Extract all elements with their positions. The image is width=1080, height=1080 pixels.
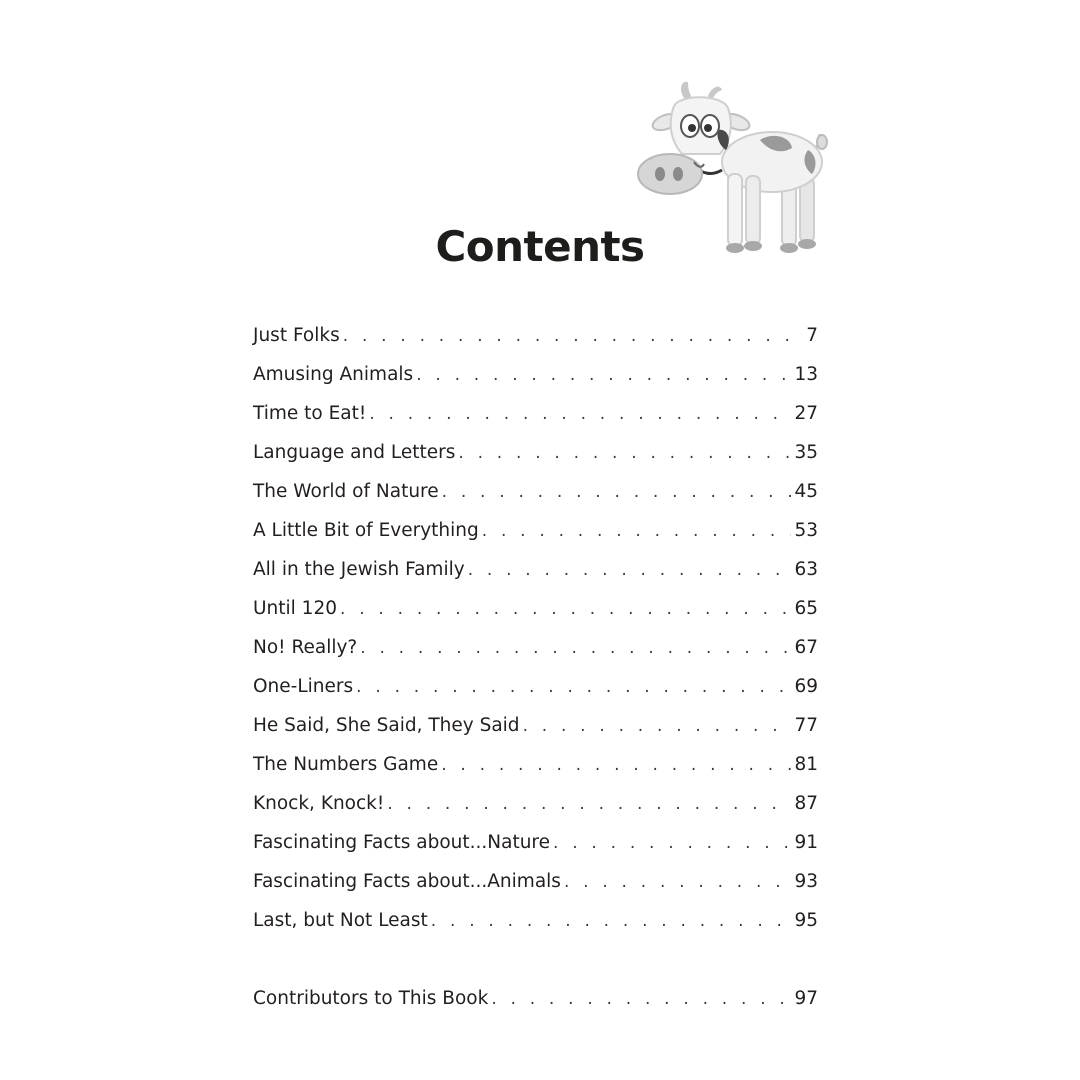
- toc-entry: [253, 551, 818, 590]
- toc-entry-page-number: 81: [794, 754, 818, 776]
- dot-leader: [564, 874, 792, 891]
- dot-leader: [369, 406, 791, 423]
- toc-entry-label: A Little Bit of Everything: [253, 520, 479, 542]
- toc-entry: [253, 785, 818, 824]
- toc-entry: [253, 668, 818, 707]
- toc-entry-label: The World of Nature: [253, 481, 439, 503]
- toc-entry-page-number: 63: [794, 559, 818, 581]
- toc-entry: [253, 434, 818, 473]
- toc-entry-page-number: 27: [794, 403, 818, 425]
- toc-entry-page-number: 7: [806, 325, 818, 347]
- toc-entry-label: No! Really?: [253, 637, 358, 659]
- toc-entry-page-number: 35: [794, 442, 818, 464]
- toc-entry-contributors: [253, 980, 818, 1019]
- toc-entry-page-number: 13: [794, 364, 818, 386]
- toc-entry: [253, 902, 818, 941]
- dot-leader: [360, 640, 791, 657]
- toc-entry: [253, 746, 818, 785]
- toc-entry-page-number: 67: [794, 637, 818, 659]
- table-of-contents: [253, 317, 818, 1019]
- toc-entry: [253, 317, 818, 356]
- toc-entry: [253, 512, 818, 551]
- toc-entry-page-number: 97: [794, 988, 818, 1010]
- toc-entry-label: Fascinating Facts about...Animals: [253, 871, 561, 893]
- toc-entry-page-number: 69: [794, 676, 818, 698]
- toc-entry-label: Until 120: [253, 598, 337, 620]
- dot-leader: [468, 562, 792, 579]
- toc-entry-label: Contributors to This Book: [253, 988, 489, 1010]
- toc-entry-label: Amusing Animals: [253, 364, 414, 386]
- toc-entry-label: Fascinating Facts about...Nature: [253, 832, 551, 854]
- dot-leader: [491, 991, 791, 1008]
- toc-entry: [253, 395, 818, 434]
- dot-leader: [343, 328, 803, 345]
- dot-leader: [482, 523, 792, 540]
- dot-leader: [441, 757, 791, 774]
- toc-entry: [253, 824, 818, 863]
- dot-leader: [340, 601, 791, 618]
- dot-leader: [387, 796, 791, 813]
- toc-entry-page-number: 95: [794, 910, 818, 932]
- toc-entry: [253, 629, 818, 668]
- dot-leader: [458, 445, 791, 462]
- toc-entry: [253, 473, 818, 512]
- toc-entry-page-number: 53: [794, 520, 818, 542]
- toc-entry-label: All in the Jewish Family: [253, 559, 465, 581]
- toc-entry-label: Last, but Not Least: [253, 910, 428, 932]
- toc-entry-label: He Said, She Said, They Said: [253, 715, 520, 737]
- dot-leader: [553, 835, 791, 852]
- toc-entry-page-number: 87: [794, 793, 818, 815]
- toc-entry-label: Knock, Knock!: [253, 793, 385, 815]
- toc-entry: [253, 590, 818, 629]
- dot-leader: [442, 484, 792, 501]
- toc-entry: [253, 356, 818, 395]
- toc-entry-page-number: 91: [794, 832, 818, 854]
- toc-entry-page-number: 45: [794, 481, 818, 503]
- toc-entry-page-number: 77: [794, 715, 818, 737]
- dot-leader: [523, 718, 792, 735]
- toc-entry-label: One-Liners: [253, 676, 354, 698]
- toc-entry-label: The Numbers Game: [253, 754, 439, 776]
- page-title: Contents: [435, 222, 645, 271]
- toc-entry: [253, 863, 818, 902]
- toc-entry-page-number: 65: [794, 598, 818, 620]
- dot-leader: [356, 679, 791, 696]
- toc-entry-label: Language and Letters: [253, 442, 456, 464]
- dot-leader: [416, 367, 791, 384]
- toc-entry-page-number: 93: [794, 871, 818, 893]
- toc-entry-label: Just Folks: [253, 325, 340, 347]
- toc-entry: [253, 707, 818, 746]
- toc-entry-label: Time to Eat!: [253, 403, 367, 425]
- dot-leader: [431, 913, 792, 930]
